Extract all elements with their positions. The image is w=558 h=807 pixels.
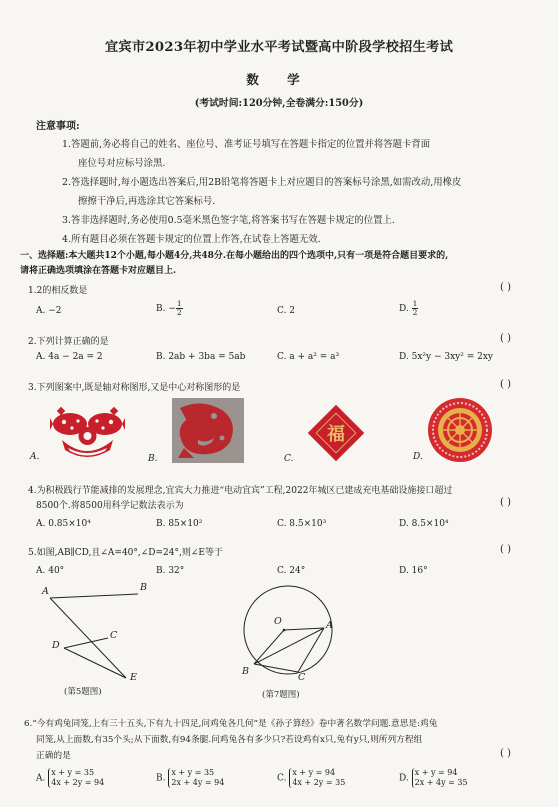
note-2-line-1: 2.答选择题时,每小题选出答案后,用2B铅笔将答题卡上对应题目的答案标号涂黑,如需改动,用橡皮	[62, 177, 462, 188]
figure-5-caption: (第5题图)	[64, 687, 102, 697]
q2-answer-paren: ( )	[500, 333, 511, 344]
q1-option-b-fraction	[176, 300, 183, 317]
q1-option-b	[156, 300, 183, 317]
q6-option-d	[399, 768, 468, 788]
q6-option-b-eq2: 2x + 4y = 94	[171, 778, 225, 787]
q5-option-b: B. 32°	[156, 566, 185, 576]
q3-image-c-fu-character: 福	[327, 424, 345, 445]
q3-option-a-label: A.	[30, 452, 40, 462]
q5-stem: 5.如图,AB∥CD,且∠A=40°,∠D=24°,则∠E等于	[28, 548, 223, 558]
q4-answer-paren: ( )	[500, 497, 511, 508]
subject-title: 数 学	[246, 72, 312, 87]
q3-answer-paren: ( )	[500, 379, 511, 390]
note-1-line-1: 1.答题前,务必将自己的姓名、座位号、准考证号填写在答题卡指定的位置并将答题卡背面	[62, 139, 431, 150]
q1-option-d	[399, 300, 418, 317]
fig7-label-a: A	[326, 620, 333, 631]
q6-option-b-eq1: x + y = 35	[171, 768, 215, 777]
page-title: 宜宾市2023年初中学业水平考试暨高中阶段学校招生考试	[104, 40, 454, 55]
q6-option-d-system	[412, 768, 468, 788]
q4-stem-line-2: 8500个.将8500用科学记数法表示为	[36, 501, 184, 511]
note-3: 3.答非选择题时,务必使用0.5毫米黑色签字笔,将答案书写在答题卡规定的位置上.	[62, 215, 395, 226]
q4-option-d: D. 8.5×10⁴	[399, 519, 449, 529]
q1-option-d-denominator: 2	[412, 308, 418, 317]
q6-option-b-label: B.	[156, 773, 166, 784]
fig7-label-c: C	[298, 672, 306, 683]
fig7-label-b: B	[242, 666, 249, 677]
q3-image-b-papercut	[172, 398, 244, 463]
q6-option-c-system	[289, 768, 345, 788]
q1-option-a: A. −2	[36, 306, 62, 316]
fig5-label-a: A	[42, 586, 49, 597]
q3-image-d-medallion	[427, 397, 493, 463]
note-4: 4.所有题目必须在答题卡规定的位置上作答,在试卷上答题无效.	[62, 234, 321, 245]
q3-image-a-papercut	[50, 400, 125, 462]
q1-option-b-denominator: 2	[176, 308, 182, 317]
q1-option-d-numerator: 1	[412, 299, 418, 308]
time-note: (考试时间:120分钟,全卷满分:150分)	[194, 98, 364, 109]
figure-7	[236, 580, 342, 686]
q5-option-c: C. 24°	[277, 566, 306, 576]
q5-option-a: A. 40°	[36, 566, 65, 576]
q4-option-a: A. 0.85×10⁴	[36, 519, 91, 529]
q2-option-a: A. 4a − 2a = 2	[36, 352, 103, 362]
q6-answer-paren: ( )	[500, 748, 511, 759]
q2-option-d: D. 5x²y − 3xy² = 2xy	[399, 352, 494, 362]
q3-option-d-label: D.	[413, 452, 423, 462]
q3-stem: 3.下列图案中,既是轴对称图形,又是中心对称图形的是	[28, 383, 241, 393]
q5-answer-paren: ( )	[500, 544, 511, 555]
fig5-label-e: E	[130, 672, 137, 683]
figure-7-caption: (第7题图)	[262, 690, 300, 700]
q5-option-d: D. 16°	[399, 566, 428, 576]
q1-option-c: C. 2	[277, 306, 296, 316]
q6-option-a-system	[48, 768, 104, 788]
fig5-label-c: C	[110, 630, 118, 641]
q6-option-b	[156, 768, 224, 788]
q6-option-a-label: A.	[36, 773, 46, 784]
fig5-label-b: B	[140, 582, 147, 593]
q6-option-c	[277, 768, 345, 788]
q6-stem-line-1: 6.“今有鸡兔同笼,上有三十五头,下有九十四足,问鸡兔各几何”是《孙子算经》卷中著名数学问题.意思是:鸡兔	[24, 719, 438, 729]
q2-stem: 2.下列计算正确的是	[28, 337, 109, 347]
q6-option-c-label: C.	[277, 773, 287, 784]
q4-stem-line-1: 4.为积极践行节能减排的发展理念,宜宾大力推进“电动宜宾”工程,2022年城区已建成充电基础设施接口超过	[28, 486, 453, 496]
q3-option-b-label: B.	[148, 454, 158, 464]
q4-option-c: C. 8.5×10³	[277, 519, 327, 529]
q6-option-a-eq1: x + y = 35	[51, 768, 95, 777]
figure-5	[36, 582, 166, 686]
q6-option-a	[36, 768, 104, 788]
q1-answer-paren: ( )	[500, 282, 511, 293]
q6-option-d-eq2: 2x + 4y = 35	[414, 778, 468, 787]
q6-option-c-eq1: x + y = 94	[292, 768, 336, 777]
q1-option-d-prefix: D.	[399, 304, 412, 314]
q6-stem-line-2: 同笼,从上面数,有35个头;从下面数,有94条腿.问鸡兔各有多少只?若设鸡有x只,兔有y只,则所列方程组	[36, 735, 423, 745]
q2-option-b: B. 2ab + 3ba = 5ab	[156, 352, 246, 362]
notes-heading: 注意事项:	[36, 121, 80, 132]
section-1-line-1: 一、选择题:本大题共12个小题,每小题4分,共48分.在每小题给出的四个选项中,只有一项是符合题目要求的,	[20, 251, 449, 261]
q6-option-a-eq2: 4x + 2y = 94	[51, 778, 105, 787]
fig5-label-d: D	[52, 640, 60, 651]
q3-image-c-fu-diamond	[302, 400, 370, 466]
q6-stem-line-3: 正确的是	[36, 751, 71, 761]
q1-option-d-fraction	[412, 300, 419, 317]
q6-option-d-label: D.	[399, 773, 409, 784]
note-2-line-2: 擦擦干净后,再选涂其它答案标号.	[78, 196, 216, 207]
q1-stem: 1.2的相反数是	[28, 286, 88, 296]
q6-option-c-eq2: 4x + 2y = 35	[292, 778, 346, 787]
q4-option-b: B. 85×10²	[156, 519, 203, 529]
q6-option-d-eq1: x + y = 94	[414, 768, 458, 777]
q3-option-c-label: C.	[284, 454, 294, 464]
q1-option-b-numerator: 1	[176, 299, 182, 308]
section-1-line-2: 请将正确选项填涂在答题卡对应题目上.	[20, 266, 177, 276]
note-1-line-2: 座位号对应标号涂黑.	[78, 158, 166, 169]
fig7-label-o: O	[274, 616, 282, 627]
q6-option-b-system	[168, 768, 224, 788]
q1-option-b-prefix: B. −	[156, 304, 176, 314]
q2-option-c: C. a + a² = a³	[277, 352, 340, 362]
